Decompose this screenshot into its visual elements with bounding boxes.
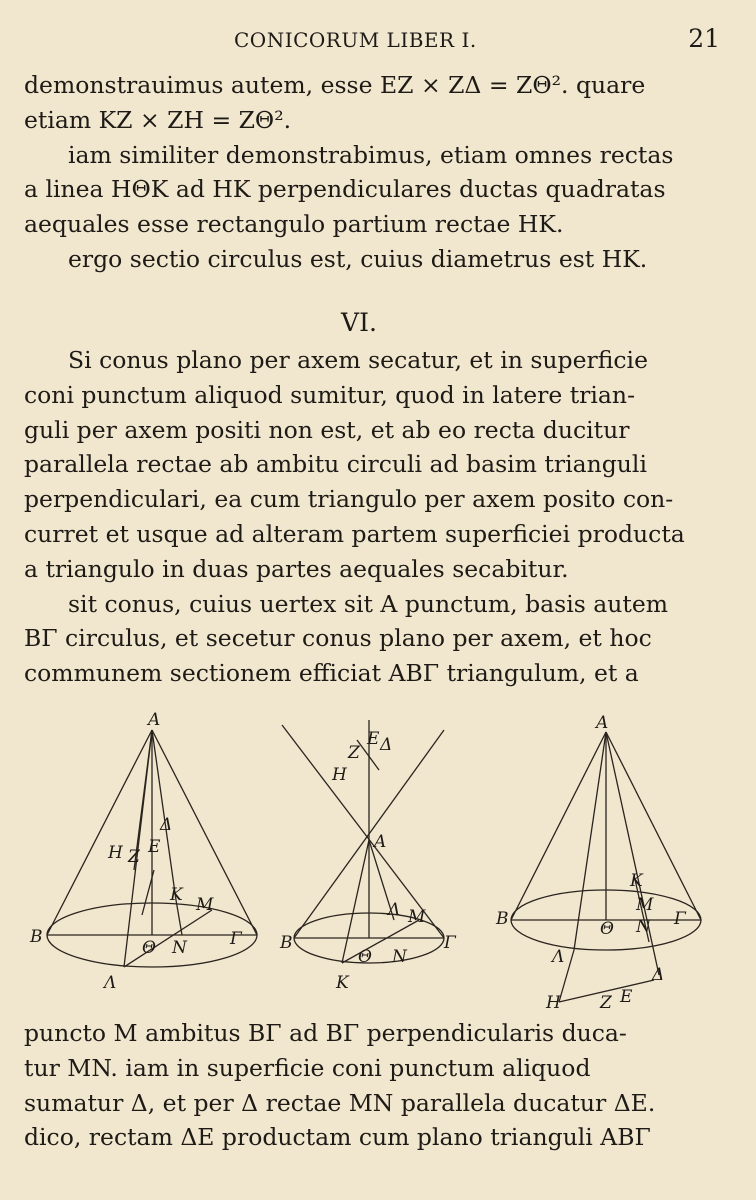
text-line: a triangulo in duas partes aequales secabitur.	[24, 554, 569, 583]
fig3-label-a: A	[596, 713, 609, 733]
fig1-label-delta: Δ	[160, 815, 173, 835]
text-line: demonstrauimus autem, esse EZ × ZΔ = ZΘ². quare	[24, 71, 646, 99]
fig2-label-k: K	[336, 973, 349, 993]
fig1-label-b: B	[30, 927, 43, 947]
paragraph-top	[24, 68, 694, 277]
text-line: coni punctum aliquod sumitur, quod in latere trian-	[24, 380, 636, 409]
proposition-text	[24, 343, 694, 691]
fig3-label-gamma: Γ	[674, 909, 686, 929]
text-line: guli per axem positi non est, et ab eo recta ducitur	[24, 415, 630, 444]
text-line: parallela rectae ab ambitu circuli ad basim trianguli	[24, 450, 647, 479]
text-line: etiam KZ × ZH = ZΘ².	[24, 105, 292, 134]
fig3-label-e: E	[620, 987, 633, 1007]
fig1-label-theta: Θ	[142, 938, 156, 958]
fig1-label-e: E	[148, 837, 161, 857]
fig1-label-lambda: Λ	[104, 973, 117, 993]
fig2-label-e: E	[367, 729, 380, 749]
fig2-label-b: B	[280, 933, 293, 953]
text-line: tur MN. iam in superficie coni punctum aliquod	[24, 1053, 591, 1082]
fig2-label-lambda: Λ	[388, 900, 401, 920]
fig1-label-a: A	[148, 710, 161, 730]
text-line: curret et usque ad alteram partem superficiei producta	[24, 519, 685, 548]
text-line: puncto M ambitus BΓ ad BΓ perpendicularis duca-	[24, 1019, 627, 1047]
fig1-label-gamma: Γ	[230, 929, 242, 949]
fig1-label-z: Z	[128, 847, 140, 867]
fig2-label-gamma: Γ	[444, 933, 456, 953]
figure-3-cone	[511, 732, 701, 1002]
fig2-label-delta: Δ	[380, 735, 393, 755]
cone-figures	[24, 710, 714, 1010]
text-line: perpendiculari, ea cum triangulo per axem posito con-	[24, 485, 674, 514]
section-number: VI.	[341, 308, 377, 337]
text-line: iam similiter demonstrabimus, etiam omnes rectas	[68, 140, 674, 169]
page-number: 21	[688, 24, 720, 53]
fig3-label-b: B	[496, 909, 509, 929]
page-header	[24, 22, 720, 58]
text-line: dico, rectam ΔE productam cum plano trianguli ABΓ	[24, 1123, 651, 1152]
fig2-label-a: A	[374, 832, 387, 852]
fig3-label-theta: Θ	[600, 919, 614, 939]
fig2-label-theta: Θ	[358, 947, 372, 967]
text-line: sumatur Δ, et per Δ rectae MN parallela ducatur ΔE.	[24, 1088, 656, 1117]
fig3-label-delta: Δ	[652, 965, 665, 985]
fig2-label-z: Z	[348, 743, 360, 763]
fig2-label-h: H	[332, 765, 347, 785]
fig3-label-h: H	[546, 993, 561, 1010]
text-line: a linea HΘK ad HK perpendiculares ductas quadratas	[24, 175, 666, 204]
fig3-label-lambda: Λ	[552, 947, 565, 967]
text-line: aequales esse rectangulo partium rectae HK.	[24, 210, 564, 239]
fig2-label-n: N	[392, 947, 407, 967]
fig3-label-k: K	[630, 871, 643, 891]
fig3-label-m: M	[636, 895, 654, 915]
text-line: Si conus plano per axem secatur, et in superficie	[68, 346, 648, 374]
cone-diagrams	[24, 710, 714, 1010]
section-heading	[24, 306, 694, 341]
fig2-label-m: M	[408, 907, 426, 927]
text-line: communem sectionem efficiat ABΓ triangulum, et a	[24, 659, 639, 688]
paragraph-bottom	[24, 1016, 694, 1155]
fig1-label-k: K	[170, 885, 183, 905]
text-line: sit conus, cuius uertex sit A punctum, basis autem	[68, 589, 669, 618]
fig3-label-n: N	[636, 917, 651, 937]
fig1-label-h: H	[108, 843, 123, 863]
fig1-label-n: N	[172, 938, 187, 958]
fig1-label-m: M	[196, 895, 214, 915]
fig3-label-z: Z	[600, 993, 612, 1010]
text-line: ergo sectio circulus est, cuius diametrus est HK.	[68, 244, 648, 273]
text-line: BΓ circulus, et secetur conus plano per axem, et hoc	[24, 624, 652, 653]
running-title: CONICORUM LIBER I.	[234, 28, 477, 52]
